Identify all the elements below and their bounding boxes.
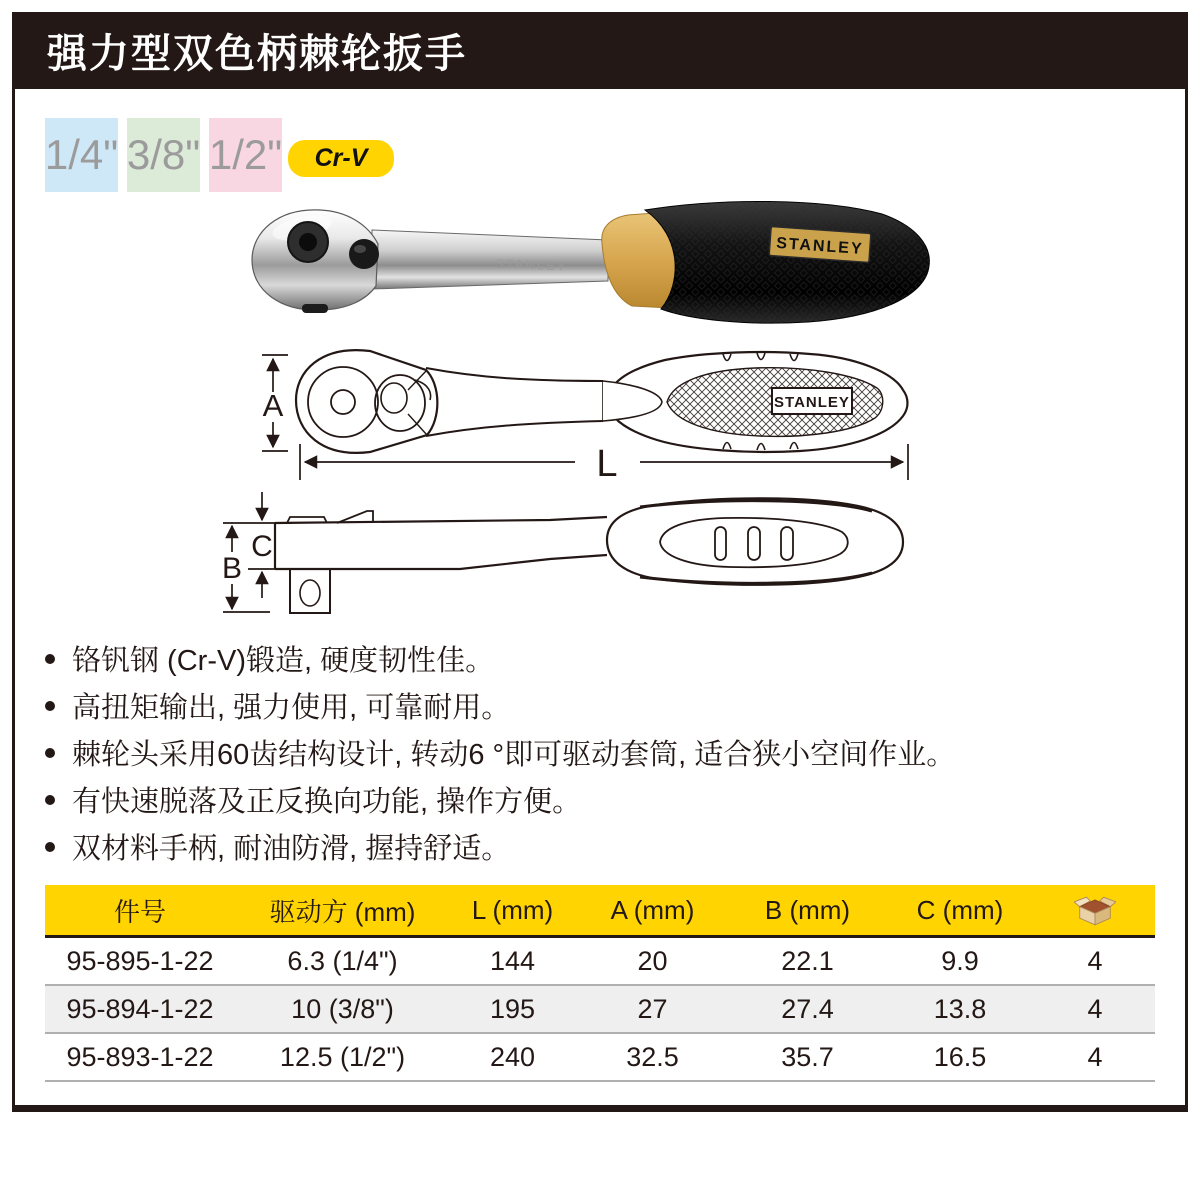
dim-a-label: A: [262, 388, 284, 423]
size-badge-three-eighth-inch: 3/8": [127, 118, 200, 192]
table-row: [45, 1034, 1155, 1082]
diagram-brand-text: STANLEY: [774, 394, 850, 411]
dimension-drawing: [210, 340, 935, 635]
feature-item: [45, 823, 1165, 870]
title-bar: [15, 12, 1185, 89]
cell-pack-qty: 4: [1087, 993, 1103, 1024]
catalog-page-frame: [12, 12, 1188, 1112]
header-cell-drive-size: 驱动方 (mm): [269, 896, 416, 927]
cell-drive-size: 6.3 (1/4"): [287, 945, 398, 976]
feature-text: 铬钒钢 (Cr-V)锻造, 硬度韧性佳。: [72, 645, 495, 677]
cell-l: 240: [489, 1041, 536, 1072]
bullet-dot-icon: [45, 654, 55, 664]
feature-item: [45, 635, 1165, 682]
cell-pack-qty: 4: [1087, 945, 1103, 976]
ratchet-photo-illustration: [250, 198, 940, 330]
technical-diagram: [210, 340, 935, 640]
cell-drive-size: 12.5 (1/2"): [279, 1041, 406, 1072]
cell-c: 16.5: [933, 1041, 987, 1072]
feature-text: 有快速脱落及正反换向功能, 操作方便。: [72, 786, 582, 818]
cell-a: 27: [637, 993, 668, 1024]
header-cell-l: L (mm): [471, 894, 554, 925]
cell-l: 144: [489, 945, 536, 976]
dim-l-label: L: [596, 443, 618, 485]
spec-table: [45, 885, 1155, 1082]
cell-a: 32.5: [626, 1041, 679, 1072]
feature-list: [45, 635, 1165, 870]
feature-item: [45, 776, 1165, 823]
cell-item-no: 95-893-1-22: [66, 1041, 214, 1072]
page-title: 强力型双色柄棘轮扳手: [47, 32, 467, 76]
shaft-engraving-text: STANLEY: [494, 256, 568, 274]
product-photo: [250, 198, 940, 335]
size-badge-half-inch: 1/2": [209, 118, 282, 192]
header-cell-pack: [1035, 893, 1155, 927]
cell-item-no: 95-894-1-22: [66, 993, 214, 1024]
crv-material-badge: Cr-V: [288, 140, 394, 177]
cell-b: 35.7: [781, 1041, 834, 1072]
feature-item: [45, 729, 1165, 776]
table-row: [45, 938, 1155, 986]
header-cell-b: B (mm): [764, 894, 851, 925]
size-badges: [45, 118, 291, 192]
feature-text: 双材料手柄, 耐油防滑, 握持舒适。: [72, 833, 511, 865]
bullet-dot-icon: [45, 748, 55, 758]
cell-l: 195: [489, 993, 536, 1024]
reverse-button: [349, 239, 379, 269]
stanley-label-text: STANLEY: [775, 234, 865, 259]
header-cell-item-no: 件号: [113, 896, 166, 927]
feature-text: 棘轮头采用60齿结构设计, 转动6 °即可驱动套筒, 适合狭小空间作业。: [72, 739, 956, 771]
cell-pack-qty: 4: [1087, 1041, 1103, 1072]
dim-c-label: C: [251, 530, 273, 563]
open-box-icon: [1074, 894, 1116, 927]
cell-a: 20: [637, 945, 668, 976]
bullet-dot-icon: [45, 701, 55, 711]
dim-b-label: B: [221, 552, 243, 585]
cell-drive-size: 10 (3/8"): [291, 993, 394, 1024]
size-badge-quarter-inch: 1/4": [45, 118, 118, 192]
cell-b: 22.1: [781, 945, 834, 976]
cell-c: 9.9: [941, 945, 979, 976]
bullet-dot-icon: [45, 795, 55, 805]
header-cell-c: C (mm): [916, 894, 1004, 925]
bullet-dot-icon: [45, 842, 55, 852]
cell-b: 27.4: [781, 993, 834, 1024]
feature-item: [45, 682, 1165, 729]
cell-item-no: 95-895-1-22: [66, 945, 214, 976]
spec-table-header-row: [45, 885, 1155, 938]
table-row: [45, 986, 1155, 1034]
cell-c: 13.8: [933, 993, 987, 1024]
feature-text: 高扭矩输出, 强力使用, 可靠耐用。: [72, 692, 511, 724]
header-cell-a: A (mm): [610, 894, 695, 925]
